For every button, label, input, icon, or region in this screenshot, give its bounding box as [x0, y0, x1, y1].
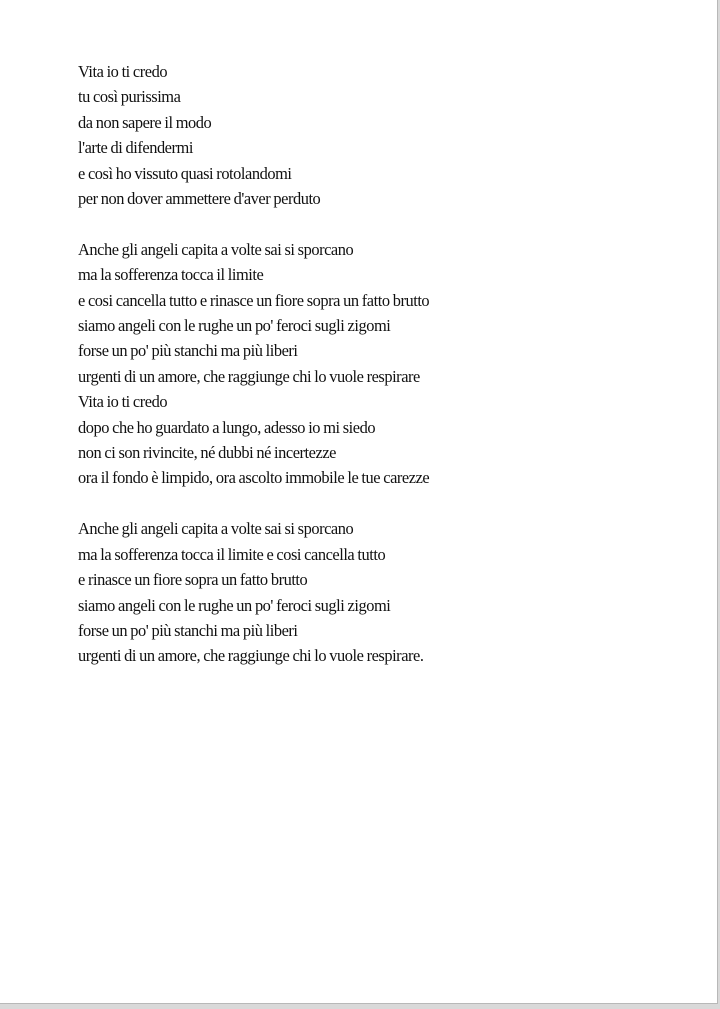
poem-line: da non sapere il modo — [78, 112, 212, 132]
poem-line: l'arte di difendermi — [78, 138, 193, 158]
poem-line: dopo che ho guardato a lungo, adesso io mi siedo — [78, 417, 376, 437]
poem-line: e rinasce un fiore sopra un fatto brutto — [78, 570, 308, 590]
poem-line: siamo angeli con le rughe un po' feroci sugli zigomi — [78, 595, 391, 615]
stanza-2 — [78, 237, 678, 491]
poem-line: ma la sofferenza tocca il limite — [78, 265, 264, 285]
poem-line: e così ho vissuto quasi rotolandomi — [78, 163, 292, 183]
poem-line: Anche gli angeli capita a volte sai si sporcano — [78, 239, 354, 259]
poem-line: tu così purissima — [78, 87, 181, 107]
stanza-1 — [78, 59, 678, 211]
poem-line: Vita io ti credo — [78, 392, 168, 412]
stanza-3 — [78, 516, 678, 668]
poem-line: non ci son rivincite, né dubbi né incertezze — [78, 443, 336, 463]
poem-line: ora il fondo è limpido, ora ascolto immobile le tue carezze — [78, 468, 430, 488]
poem-line: per non dover ammettere d'aver perduto — [78, 189, 321, 209]
poem-line: urgenti di un amore, che raggiunge chi lo vuole respirare — [78, 366, 420, 386]
poem-line: Anche gli angeli capita a volte sai si sporcano — [78, 519, 354, 539]
poem-line: forse un po' più stanchi ma più liberi — [78, 620, 298, 640]
poem-line: urgenti di un amore, che raggiunge chi lo vuole respirare. — [78, 646, 424, 666]
poem-line: forse un po' più stanchi ma più liberi — [78, 341, 298, 361]
poem-line: siamo angeli con le rughe un po' feroci sugli zigomi — [78, 316, 391, 336]
poem-line: e cosi cancella tutto e rinasce un fiore sopra un fatto brutto — [78, 290, 430, 310]
poem-text — [78, 59, 678, 694]
poem-line: ma la sofferenza tocca il limite e cosi cancella tutto — [78, 544, 386, 564]
poem-line: Vita io ti credo — [78, 62, 168, 81]
